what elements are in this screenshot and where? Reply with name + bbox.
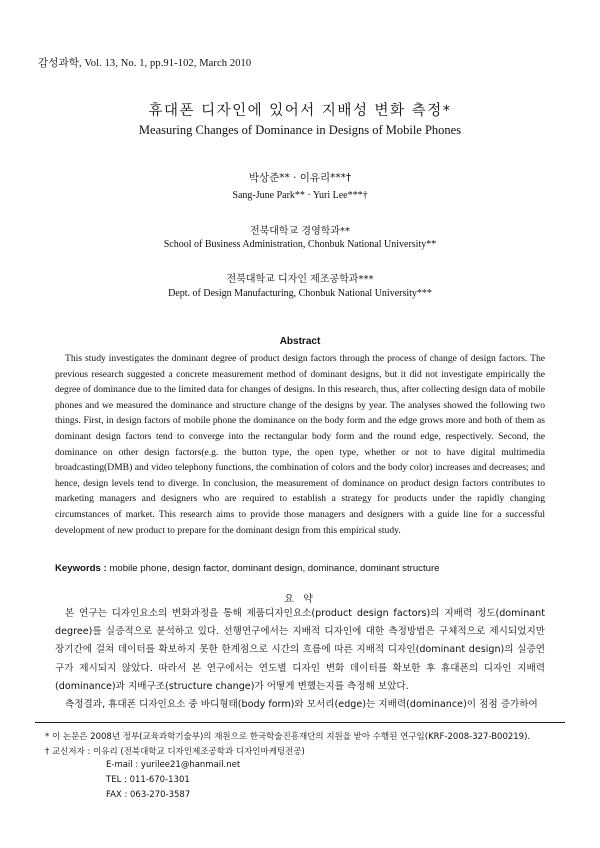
affiliation-2-korean: 전북대학교 디자인 제조공학과*** xyxy=(226,274,374,285)
keywords-label: Keywords : xyxy=(55,563,107,574)
title-korean: 휴대폰 디자인에 있어서 지배성 변화 측정* xyxy=(148,103,452,119)
contact-tel: TEL : 011-670-1301 xyxy=(106,775,190,785)
contact-fax: FAX : 063-270-3587 xyxy=(106,790,191,800)
korean-summary-body xyxy=(55,605,545,714)
footnote-corresponding-author: † 교신저자 : 이유리 (전북대학교 디자인제조공학과 디자인마케팅전공) xyxy=(45,747,305,757)
abstract-heading: Abstract xyxy=(279,336,321,347)
footnote-divider xyxy=(35,722,565,723)
affiliation-1-english: School of Business Administration, Chonbuk National University** xyxy=(163,239,437,250)
korean-summary-paragraph-2: 측정결과, 휴대폰 디자인요소 중 바디형태(body form)와 모서리(edge)는 지배력(dominance)이 점점 증가하여 xyxy=(65,699,538,711)
contact-email: E-mail : yurilee21@hanmail.net xyxy=(106,760,241,770)
korean-summary-paragraph-1: 본 연구는 디자인요소의 변화과정을 통해 제품디자인요소(product design factors)의 지배력 정도(dominant degree)를 실증적으로 분석하고 있다. 선행연구에서는 지배적 디자인에 대한 측정방법은 구체적으로 제시되었지만 장기간에 걸쳐 데이터를 확보하지 못한 한계점으로 시간의 흐름에 따른 지배적 디자인(dominant design)의 실증연구가 제시되지 않았다. 따라서 본 연구에서는 연도별 디자인 변화 데이터를 확보한 후 휴대폰의 디자인 지배력(dominance)과 지배구조(structure change)가 어떻게 변했는지를 측정해 보았다. xyxy=(55,608,545,692)
footnote-funding: * 이 논문은 2008년 정부(교육과학기술부)의 재원으로 한국학술진흥재단의 지원을 받아 수행된 연구임(KRF-2008-327-B00219). xyxy=(45,732,531,742)
korean-summary-heading: 요 약 xyxy=(284,594,316,605)
abstract-body: This study investigates the dominant degree of product design factors through the process of change of design factors. The previous research suggested a concrete measurement method of dominant designs, but it did not investigate empirically the degree of dominance due to the limited data for changes of designs. In this research, thus, after collecting design data of mobile phones and we measured the dominance and structure change of the designs by year. The analyses showed the following two things. First, in design factors of mobile phone the dominance on the body form and the edge grows more and both of them as dominant design factors tend to converge into the rectangular body form and the round edge, respectively. Second, the dominance on other design factors(e.g. the button type, the open type, whether or not to have digital multimedia broadcasting(DMB) and video telephony functions, the combination of colors and the body color) increases and decreases; and hence, design levels tend to diverge. In conclusion, the measurement of dominance on product design factors contributes to marketing managers and designers who are required to establish a strategy for products under the rapidly changing circumstances of market. This research aims to provide those managers and designers with a guide line for a successful development of new product to prepare for the dominant design from this empirical study. xyxy=(55,353,545,536)
journal-citation: 감성과학, Vol. 13, No. 1, pp.91-102, March 2010 xyxy=(38,58,252,69)
affiliation-1-korean: 전북대학교 경영학과** xyxy=(249,226,351,237)
affiliation-2-english: Dept. of Design Manufacturing, Chonbuk National University*** xyxy=(168,288,432,299)
title-english: Measuring Changes of Dominance in Designs of Mobile Phones xyxy=(138,123,462,137)
keywords-line xyxy=(55,563,555,574)
authors-korean: 박상준** · 이유리***† xyxy=(248,172,352,184)
authors-english: Sang-June Park** · Yuri Lee***† xyxy=(232,190,368,201)
keywords-text: mobile phone, design factor, dominant design, dominance, dominant structure xyxy=(106,563,440,574)
